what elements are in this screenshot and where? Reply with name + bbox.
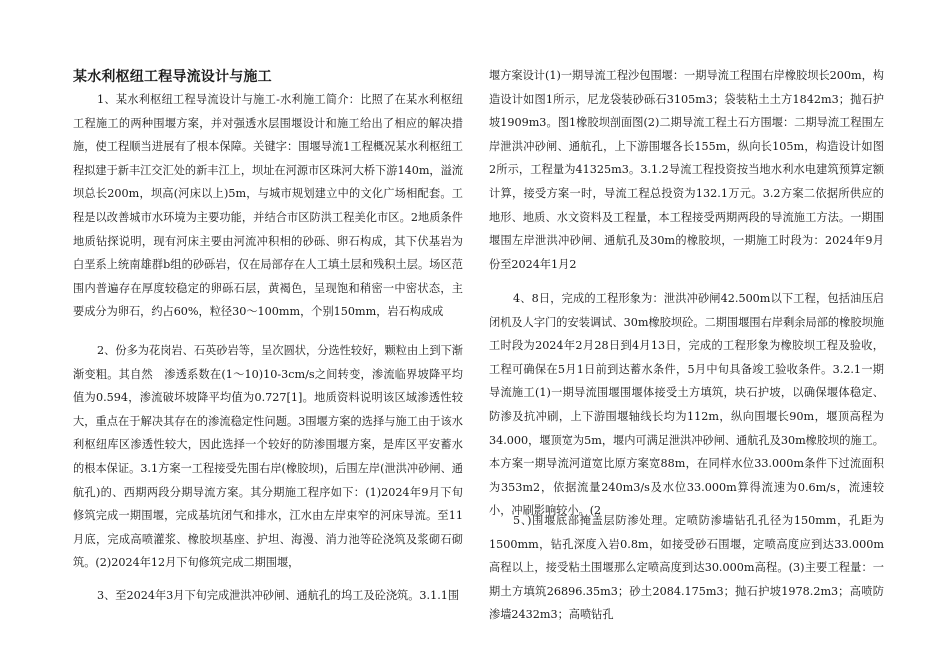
body-paragraph: 堰方案设计(1)一期导流工程沙包围堰：一期导流工程围右岸橡胶坝长200m，构造设计如图1所示，尼龙袋装砂砾石3105m3；袋装粘土土方1842m3；抛石护坡1909m3。图1橡胶坝剖面图(2)二期导流工程土石方围堰：二期导流工程围左岸泄洪冲砂闸、通航孔，上下游围堰各长155m，纵向长105m，构造设计如图2所示，工程量为41325m3。3.1.2导流工程投资按当地水利水电建筑预算定额计算，接受方案一时，导流工程总投资为132.1万元。3.2方案二依据所供应的地形、地质、水文资料及工程量，本工程接受两期两段的导流施工方法。一期围堰围左岸泄洪冲砂闸、通航孔及30m的橡胶坝，一期施工时段为：2024年9月份至2024年1月2 <box>489 69 884 271</box>
document-title: 某水利枢纽工程导流设计与施工 <box>73 69 272 85</box>
body-paragraph: 1、某水利枢纽工程导流设计与施工-水利施工简介：比照了在某水利枢纽工程施工的两种围堰方案，并对强透水层围堰设计和施工给出了相应的解决措施，使工程顺当进展有了根本保障。关键字：围堰导流1工程概况某水利枢纽工程拟建于新丰江交汇处的新丰江上，坝址在河源市区珠河大桥下游140m，溢流坝总长200m，坝高(河床以上)5m，与城市规划建立中的文化广场相配套。工程是以改善城市水环境为主要功能，并结合市区防洪工程美化市区。2地质条件地质钻探说明，现有河床主要由河流冲积相的砂砾、卵石构成，其下伏基岩为白垩系上统南雄群b组的砂砾岩，仅在局部存在人工填土层和残积土层。场区范围内普遍存在厚度较稳定的卵砾石层，黄褐色，呈现饱和稍密一中密状态，主要成分为卵石，约占60%，粒径30～100mm，个别150mm，岩石构成成 <box>73 93 463 319</box>
body-paragraph: 2、份多为花岗岩、石英砂岩等，呈次圆状，分选性较好，颗粒由上到下渐渐变粗。其自然 渗透系数在(1～10)10-3cm/s之间转变，渗流临界坡降平均值为0.594，渗流破坏坡降平均值为0.727[1]。地质资料说明该区域渗透性较大，重点在于解决其存在的渗流稳定性问题。3围堰方案的选择与施工由于该水利枢纽库区渗透性较大，因此选择一个较好的防渗围堰方案，是库区平安蓄水的根本保证。3.1方案一工程接受先围右岸(橡胶坝)，后围左岸(泄洪冲砂闸、通航孔)的、西期两段分期导流方案。其分期施工程序如下：(1)2024年9月下旬修筑完成一期围堰，完成基坑闭气和排水，江水由左岸束窄的河床导流。至11月底，完成高喷灌浆、橡胶坝基座、护坦、海漫、消力池等砼浇筑及浆砌石砌筑。(2)2024年12月下旬修筑完成二期围堰， <box>73 344 463 570</box>
body-paragraph: 5、)围堰底部掩盖层防渗处理。定喷防渗墙钻孔孔径为150mm，孔距为1500mm，钻孔深度入岩0.8m，如接受砂石围堰，定喷高度应到达33.000m高程以上，接受粘土围堰那么定喷高度到达30.000m高程。(3)主要工程量：一期土方填筑26896.35m3；砂土2084.175m3；抛石护坡1978.2m3；高喷防渗墙2432m3；高喷钻孔 <box>489 514 884 622</box>
body-paragraph: 3、至2024年3月下旬完成泄洪冲砂闸、通航孔的坞工及砼浇筑。3.1.1围 <box>97 589 460 602</box>
body-paragraph: 4、8日，完成的工程形象为：泄洪冲砂闸42.500m以下工程，包括油压启闭机及人字门的安装调试、30m橡胶坝砼。二期围堰围右岸剩余局部的橡胶坝施工时段为2024年2月28日到4月13日，完成的工程形象为橡胶坝工程及验收，工程可确保在5月1日前到达蓄水条件，5月中旬具备竣工验收条件。3.2.1一期导流施工(1)一期导流围堰围堰体接受土方填筑，块石护坡，以确保堰体稳定、防渗及抗冲刷，上下游围堰轴线长均为112m，纵向围堰长90m，堰顶高程为34.000，堰顶宽为5m，堰内可满足泄洪冲砂闸、通航孔及30m橡胶坝的施工。本方案一期导流河道宽比原方案宽88m，在同样水位33.000m条件下过流面积为353m2，依据流量240m3/s及水位33.000m算得流速为0.6m/s，流速较小，冲刷影响较小。(2 <box>489 292 884 518</box>
